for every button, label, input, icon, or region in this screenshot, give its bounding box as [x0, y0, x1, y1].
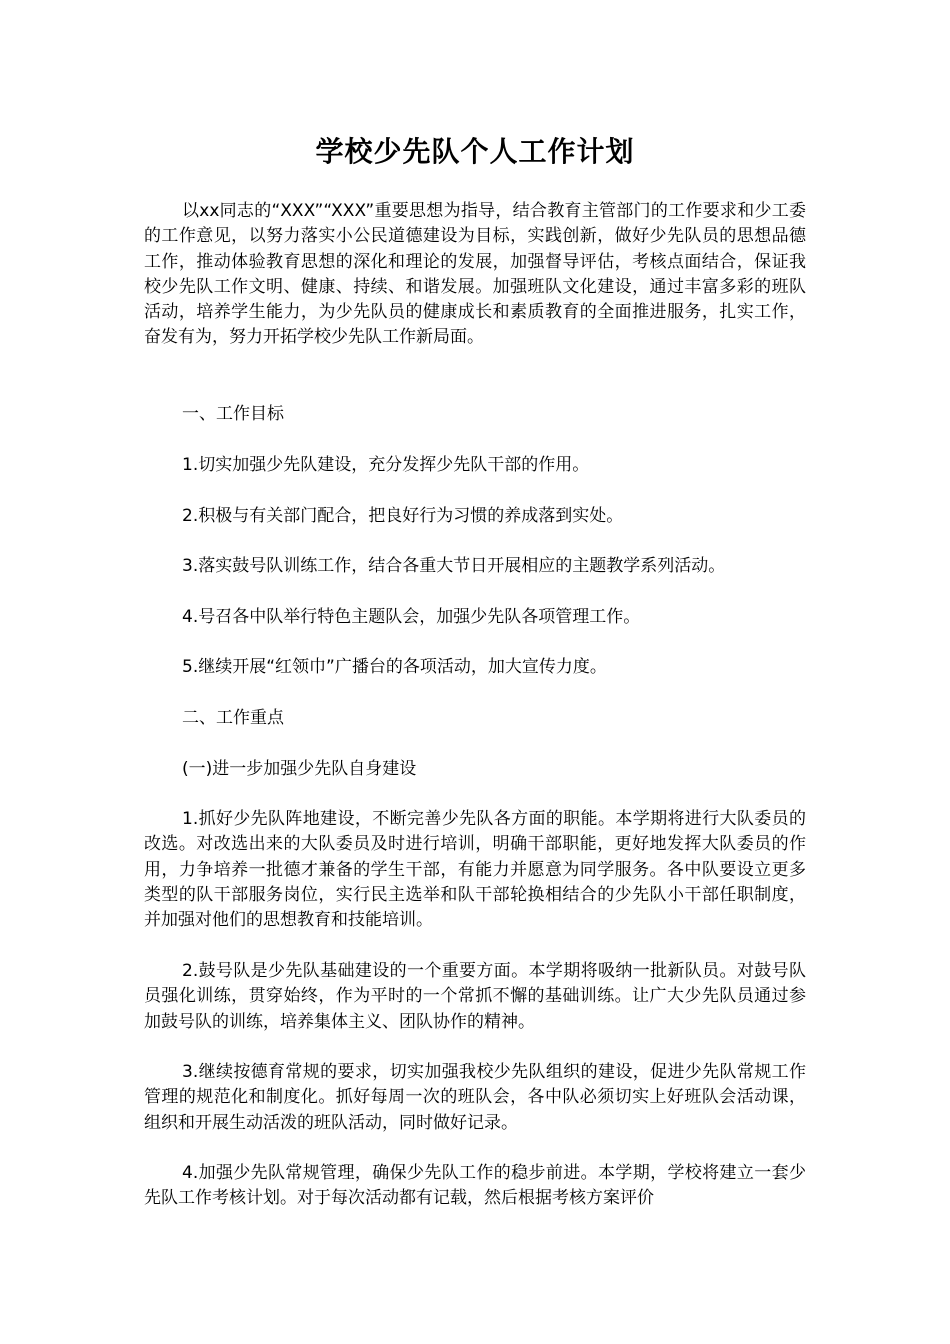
- focus-paragraph-4: 4.加强少先队常规管理，确保少先队工作的稳步前进。本学期，学校将建立一套少先队工作考核计划。对于每次活动都有记载，然后根据考核方案评价: [144, 1163, 806, 1209]
- intro-paragraph: 以xx同志的“XXX”“XXX”重要思想为指导，结合教育主管部门的工作要求和少工委的工作意见，以努力落实小公民道德建设为目标，实践创新，做好少先队员的思想品德工作，推动体验教育思想的深化和理论的发展，加强督导评估，考核点面结合，保证我校少先队工作文明、健康、持续、和谐发展。加强班队文化建设，通过丰富多彩的班队活动，培养学生能力，为少先队员的健康成长和素质教育的全面推进服务，扎实工作，奋发有为，努力开拓学校少先队工作新局面。: [144, 201, 806, 348]
- section-heading-focus: 二、工作重点: [182, 708, 284, 728]
- goal-item-4: 4.号召各中队举行特色主题队会，加强少先队各项管理工作。: [182, 607, 641, 627]
- section-heading-goals: 一、工作目标: [182, 404, 284, 424]
- focus-paragraph-3: 3.继续按德育常规的要求，切实加强我校少先队组织的建设，促进少先队常规工作管理的规范化和制度化。抓好每周一次的班队会，各中队必须切实上好班队会活动课，组织和开展生动活泼的班队活动，同时做好记录。: [144, 1062, 806, 1133]
- goal-item-5: 5.继续开展“红领巾”广播台的各项活动，加大宣传力度。: [182, 657, 607, 677]
- goal-item-2: 2.积极与有关部门配合，把良好行为习惯的养成落到实处。: [182, 506, 624, 526]
- document-title: 学校少先队个人工作计划: [315, 135, 635, 168]
- focus-paragraph-1: 1.抓好少先队阵地建设，不断完善少先队各方面的职能。本学期将进行大队委员的改选。对改选出来的大队委员及时进行培训，明确干部职能，更好地发挥大队委员的作用，力争培养一批德才兼备的学生干部，有能力并愿意为同学服务。各中队要设立更多类型的队干部服务岗位，实行民主选举和队干部轮换相结合的少先队小干部任职制度，并加强对他们的思想教育和技能培训。: [144, 809, 806, 931]
- goal-item-1: 1.切实加强少先队建设，充分发挥少先队干部的作用。: [182, 455, 590, 475]
- goal-item-3: 3.落实鼓号队训练工作，结合各重大节日开展相应的主题教学系列活动。: [182, 556, 726, 576]
- subsection-heading-1: (一)进一步加强少先队自身建设: [182, 759, 417, 779]
- focus-paragraph-2: 2.鼓号队是少先队基础建设的一个重要方面。本学期将吸纳一批新队员。对鼓号队员强化训练，贯穿始终，作为平时的一个常抓不懈的基础训练。让广大少先队员通过参加鼓号队的训练，培养集体主义、团队协作的精神。: [144, 961, 806, 1032]
